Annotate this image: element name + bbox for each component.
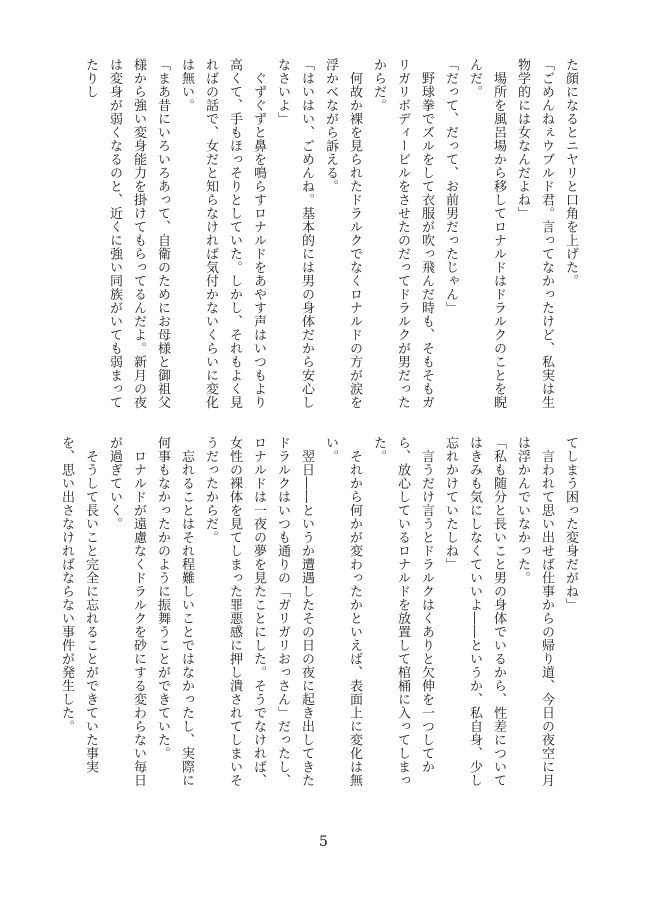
- paragraph: 「はいはい、ごめんね。基本的には男の身体だから安心しなさいよ」: [275, 58, 314, 409]
- text-column-lower: [59, 436, 582, 794]
- paragraph: 何故か裸を見られたドラルクでなくロナルドの方が涙を浮かべながら訴える。: [323, 58, 362, 409]
- text-column-upper: [70, 58, 582, 416]
- paragraph: 「ごめんねぇウブルド君。言ってなかったけど、私実は生物学的には女なんだよね」: [515, 58, 554, 409]
- paragraph: ロナルドが遠慮なくドラルクを砂にする変わらない毎日が過ぎていく。: [107, 436, 146, 787]
- paragraph: 「だって、だって、お前男だったじゃん」: [443, 58, 458, 315]
- paragraph: 翌日――というか遭遇したその日の夜に起き出してきたドラルクはいつも通りの「ガリガリおっさん」だったし、ロナルドは一夜の夢を見たことにした。そうでなければ、女性の裸体を見てしまった罪悪感に押し潰されてしまいそうだったからだ。: [203, 436, 314, 787]
- paragraph: 場所を風呂場から移してロナルドはドラルクのことを睨んだ。: [467, 58, 506, 409]
- paragraph: 言われて思い出せば仕事からの帰り道、今日の夜空に月は浮かんでいなかった。: [515, 436, 554, 787]
- paragraph: ぐずぐずと鼻を鳴らすロナルドをあやす声はいつもより高くて、手もほっそりとしていた。しかし、それもよく見ればの話で、女だと知らなければ気付かないくらいに変化は無い。: [179, 58, 266, 409]
- paragraph: それから何かが変わったかといえば、表面上に変化は無い。: [323, 436, 362, 787]
- paragraph: 言うだけ言うとドラルクはくありと欠伸を一つしてから、放心しているロナルドを放置して棺桶に入ってしまった。: [371, 436, 434, 787]
- page-number: 5: [319, 834, 328, 850]
- paragraph: そうして長いこと完全に忘れることができていた事実を、思い出さなければならない事件が発生した。: [59, 436, 98, 774]
- paragraph: 忘れることはそれ程難しいことではなかったし、実際に何事もなかったかのように振舞うことができていた。: [155, 436, 194, 787]
- paragraph: 「私も随分と長いこと男の身体でいるから、性差についてはきみも気にしなくていいよ――というか、私自身、少し忘れかけていたしね」: [443, 436, 506, 787]
- paragraph: てしまう困った変身だがね」: [563, 436, 578, 612]
- paragraph: た顔になるとニヤリと口角を上げた。: [563, 58, 578, 288]
- paragraph: 「まあ昔にいろいろあって、自衛のためにお母様と御祖父様から強い変身能力を掛けてもらってるんだよ。新月の夜は変身が弱くなるのと、近くに強い同族がいても弱まってたりし: [83, 58, 170, 409]
- paragraph: 野球拳でズルをして衣服が吹っ飛んだ時も、そもそもガリガリボディービルをさせたのだってドラルクが男だったからだ。: [371, 58, 434, 409]
